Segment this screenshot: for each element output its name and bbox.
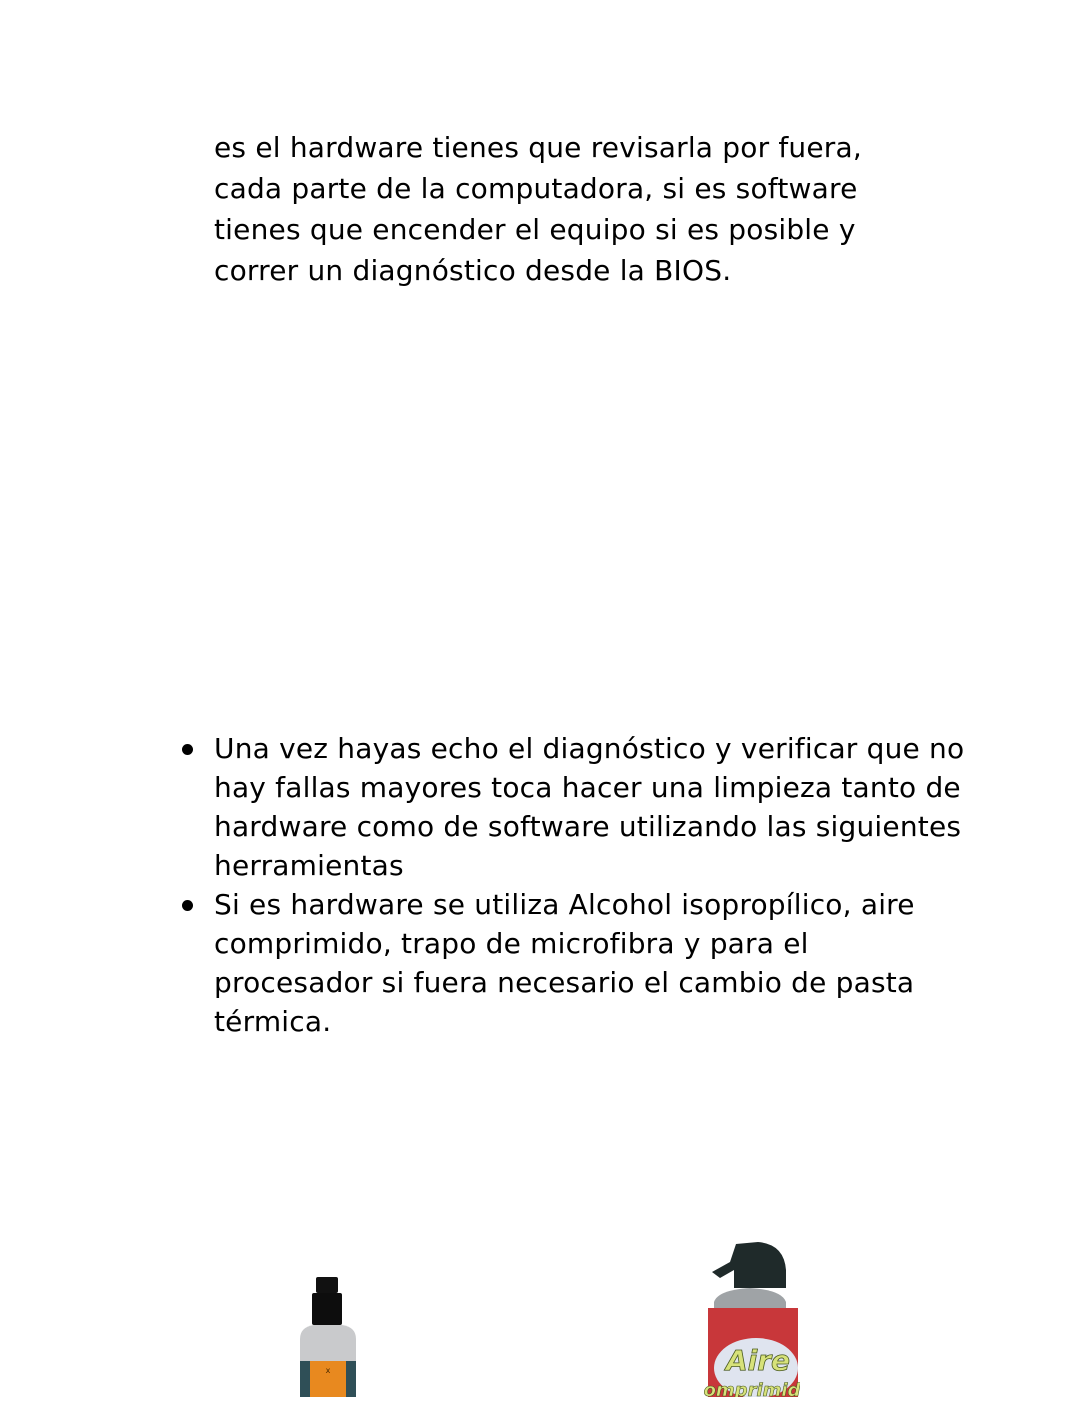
list-item-line: hardware como de software utilizando las siguientes	[214, 810, 962, 843]
list-item-line: hay fallas mayores toca hacer una limpieza tanto de	[214, 771, 961, 804]
paragraph-line: tienes que encender el equipo si es posible y	[214, 213, 856, 246]
bullet-icon	[182, 900, 193, 911]
list-item	[180, 729, 965, 885]
list-item-line: herramientas	[214, 849, 404, 882]
list-item-line: comprimido, trapo de microfibra y para el	[214, 927, 809, 960]
paragraph-line: correr un diagnóstico desde la BIOS.	[214, 254, 732, 287]
svg-text:omprimid: omprimid	[703, 1380, 800, 1397]
alcohol-spray-bottle-image	[296, 1277, 360, 1397]
bullet-icon	[182, 744, 193, 755]
svg-text:x: x	[325, 1366, 331, 1375]
list-item-line: procesador si fuera necesario el cambio de pasta	[214, 966, 915, 999]
paragraph-line: es el hardware tienes que revisarla por fuera,	[214, 131, 862, 164]
list-item-line: Si es hardware se utiliza Alcohol isopropílico, aire	[214, 888, 915, 921]
svg-text:Aire: Aire	[725, 1344, 791, 1377]
compressed-air-can-image	[700, 1240, 800, 1397]
intro-paragraph	[214, 127, 914, 291]
paragraph-line: cada parte de la computadora, si es software	[214, 172, 858, 205]
list-item	[180, 885, 960, 1041]
list-item-line: Una vez hayas echo el diagnóstico y verificar que no	[214, 732, 965, 765]
list-item-line: térmica.	[214, 1005, 332, 1038]
bullet-list	[180, 729, 965, 1041]
